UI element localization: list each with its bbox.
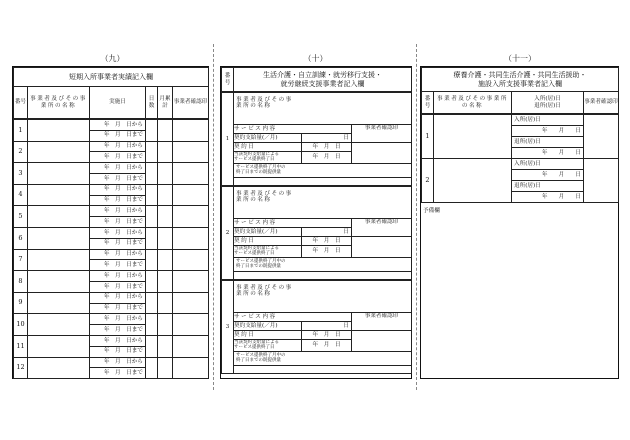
section-11-header-confirm: 事業者確認印	[584, 92, 619, 114]
date-from[interactable]: 年 月 日から	[90, 227, 146, 238]
section-10-panel	[220, 66, 412, 379]
provider-cell[interactable]	[28, 271, 90, 293]
provider-cell[interactable]	[28, 163, 90, 185]
monthly-total-cell[interactable]	[158, 120, 173, 142]
remaining-label: 当該契約支給量による サービス提供終了日	[234, 340, 302, 352]
confirm-label: 事業者確認印	[352, 313, 412, 331]
header-confirm: 事業者確認印	[173, 87, 209, 119]
confirm-cell[interactable]	[173, 141, 209, 163]
service-block	[221, 280, 412, 374]
in-date-label: 入所(居)日	[512, 115, 584, 126]
days-cell[interactable]	[146, 120, 158, 142]
row-number: 1	[422, 115, 434, 159]
spacer	[234, 178, 412, 186]
provider-cell[interactable]	[28, 292, 90, 314]
date-from[interactable]: 年 月 日から	[90, 357, 146, 368]
provider-name-cell[interactable]	[234, 93, 412, 125]
block-number: 1	[222, 93, 234, 186]
section-10-blocks	[221, 92, 411, 374]
date-to[interactable]: 年 月 日まで	[90, 238, 146, 249]
monthly-total-cell[interactable]	[158, 163, 173, 185]
section-11-table	[421, 67, 619, 114]
confirm-cell[interactable]	[173, 206, 209, 228]
row-number: 6	[14, 227, 28, 249]
section-11-rows	[421, 114, 619, 203]
row-number: 4	[14, 184, 28, 206]
end-label: サービス提供終了月中の 終了日までの既提供量	[234, 164, 412, 178]
section-11-header-provider: 事業者及びその事業所の名称	[434, 92, 512, 114]
contract-amount-label: 契約支給量(／月)	[234, 134, 302, 143]
service-block	[221, 92, 412, 186]
days-cell[interactable]	[146, 335, 158, 357]
date-to[interactable]: 年 月 日まで	[90, 173, 146, 184]
section-divider-2	[416, 44, 417, 390]
confirm-cell[interactable]	[173, 163, 209, 185]
row-number: 9	[14, 292, 28, 314]
confirm-stamp-cell[interactable]	[352, 143, 412, 164]
date-from[interactable]: 年 月 日から	[90, 120, 146, 131]
section-10-header-number: 番号	[222, 68, 234, 92]
section-9-panel	[12, 66, 209, 379]
remaining-date-value[interactable]: 年 月 日	[302, 246, 352, 258]
confirm-cell[interactable]	[173, 357, 209, 379]
section-11-number: （十一）	[504, 54, 536, 63]
row-number: 10	[14, 314, 28, 336]
contract-amount-label: 契約支給量(／月)	[234, 322, 302, 331]
days-cell[interactable]	[146, 357, 158, 379]
section-11-title: 療養介護・共同生活介護・共同生活援助・ 施設入所支援事業者記入欄	[422, 68, 619, 92]
confirm-cell[interactable]	[173, 120, 209, 142]
confirm-label: 事業者確認印	[352, 219, 412, 237]
row-number: 1	[14, 120, 28, 142]
row-number: 7	[14, 249, 28, 271]
service-label: サービス内容	[234, 219, 352, 228]
date-from[interactable]: 年 月 日から	[90, 206, 146, 217]
days-cell[interactable]	[146, 271, 158, 293]
service-label: サービス内容	[234, 125, 352, 134]
contract-date-label: 契約日	[234, 143, 302, 152]
days-cell[interactable]	[146, 314, 158, 336]
block-number: 2	[222, 187, 234, 280]
row-number: 12	[14, 357, 28, 379]
confirm-cell[interactable]	[173, 249, 209, 271]
in-date-label: 入所(居)日	[512, 159, 584, 170]
days-cell[interactable]	[146, 163, 158, 185]
in-date-value[interactable]: 年 月 日	[512, 126, 584, 137]
days-cell[interactable]	[146, 292, 158, 314]
date-from[interactable]: 年 月 日から	[90, 163, 146, 174]
date-to[interactable]: 年 月 日まで	[90, 325, 146, 336]
contract-amount-label: 契約支給量(／月)	[234, 228, 302, 237]
contract-date-value[interactable]: 年 月 日	[302, 331, 352, 340]
days-cell[interactable]	[146, 141, 158, 163]
end-label: サービス提供終了月中の 終了日までの既提供量	[234, 258, 412, 272]
monthly-total-cell[interactable]	[158, 335, 173, 357]
days-cell[interactable]	[146, 184, 158, 206]
date-from[interactable]: 年 月 日から	[90, 292, 146, 303]
monthly-total-cell[interactable]	[158, 271, 173, 293]
out-date-label: 退所(居)日	[512, 137, 584, 148]
out-date-value[interactable]: 年 月 日	[512, 192, 584, 203]
spacer	[234, 366, 412, 374]
section-11-header-number: 番号	[422, 92, 434, 114]
confirm-stamp-cell[interactable]	[352, 331, 412, 352]
confirm-cell[interactable]	[173, 271, 209, 293]
date-to[interactable]: 年 月 日まで	[90, 346, 146, 357]
date-from[interactable]: 年 月 日から	[90, 335, 146, 346]
row-number: 11	[14, 335, 28, 357]
block-number: 3	[222, 281, 234, 374]
confirm-label: 事業者確認印	[352, 125, 412, 143]
confirm-cell[interactable]	[173, 184, 209, 206]
monthly-total-cell[interactable]	[158, 141, 173, 163]
contract-date-value[interactable]: 年 月 日	[302, 237, 352, 246]
date-to[interactable]: 年 月 日まで	[90, 281, 146, 292]
confirm-cell[interactable]	[584, 115, 619, 159]
contract-amount-unit: 日	[302, 228, 352, 237]
provider-cell[interactable]	[434, 159, 512, 203]
monthly-total-cell[interactable]	[158, 184, 173, 206]
monthly-total-cell[interactable]	[158, 357, 173, 379]
date-to[interactable]: 年 月 日まで	[90, 368, 146, 379]
section-10-number: （十）	[303, 54, 328, 63]
header-dates: 実施日	[90, 87, 146, 119]
date-to[interactable]: 年 月 日まで	[90, 130, 146, 141]
date-from[interactable]: 年 月 日から	[90, 184, 146, 195]
provider-cell[interactable]	[28, 249, 90, 271]
section-11-panel	[420, 66, 619, 379]
section-divider-1	[213, 44, 214, 390]
provider-cell[interactable]	[28, 335, 90, 357]
header-monthly-total: 月累計	[158, 87, 173, 119]
provider-cell[interactable]	[28, 120, 90, 142]
date-from[interactable]: 年 月 日から	[90, 314, 146, 325]
in-date-value[interactable]: 年 月 日	[512, 170, 584, 181]
confirm-cell[interactable]	[584, 159, 619, 203]
header-provider: 事業者及びその事業所の名称	[28, 87, 90, 119]
provider-cell[interactable]	[28, 357, 90, 379]
monthly-total-cell[interactable]	[158, 227, 173, 249]
provider-name-cell[interactable]	[234, 187, 412, 219]
end-label: サービス提供終了月中の 終了日までの既提供量	[234, 352, 412, 366]
section-9-number: （九）	[100, 54, 125, 63]
provider-cell[interactable]	[28, 206, 90, 228]
out-date-value[interactable]: 年 月 日	[512, 148, 584, 159]
confirm-stamp-cell[interactable]	[352, 237, 412, 258]
monthly-total-cell[interactable]	[158, 206, 173, 228]
contract-date-label: 契約日	[234, 237, 302, 246]
monthly-total-cell[interactable]	[158, 249, 173, 271]
remaining-label: 当該契約支給量による サービス提供終了日	[234, 246, 302, 258]
row-number: 2	[422, 159, 434, 203]
confirm-cell[interactable]	[173, 227, 209, 249]
service-block	[221, 186, 412, 280]
service-label: サービス内容	[234, 313, 352, 322]
provider-cell[interactable]	[28, 141, 90, 163]
section-9-rows	[13, 119, 209, 379]
contract-date-value[interactable]: 年 月 日	[302, 143, 352, 152]
spacer	[234, 272, 412, 280]
section-10-header	[221, 67, 412, 92]
date-from[interactable]: 年 月 日から	[90, 249, 146, 260]
section-9-title: 短期入所事業者実績記入欄	[14, 68, 209, 87]
section-11-header-dates: 入所(居)日 退所(居)日	[512, 92, 584, 114]
provider-label: 事業者及びその事業所の名称	[236, 285, 293, 298]
remarks-label: 予備欄	[423, 208, 440, 214]
date-to[interactable]: 年 月 日まで	[90, 195, 146, 206]
remaining-date-value[interactable]: 年 月 日	[302, 340, 352, 352]
date-to[interactable]: 年 月 日まで	[90, 152, 146, 163]
row-number: 5	[14, 206, 28, 228]
contract-date-label: 契約日	[234, 331, 302, 340]
row-number: 3	[14, 163, 28, 185]
provider-cell[interactable]	[434, 115, 512, 159]
remaining-label: 当該契約支給量による サービス提供終了日	[234, 152, 302, 164]
provider-name-cell[interactable]	[234, 281, 412, 313]
date-from[interactable]: 年 月 日から	[90, 141, 146, 152]
contract-amount-unit: 日	[302, 134, 352, 143]
monthly-total-cell[interactable]	[158, 292, 173, 314]
section-9-table	[13, 67, 209, 119]
header-days: 日数	[146, 87, 158, 119]
provider-label: 事業者及びその事業所の名称	[236, 97, 293, 110]
row-number: 8	[14, 271, 28, 293]
date-to[interactable]: 年 月 日まで	[90, 217, 146, 228]
confirm-cell[interactable]	[173, 292, 209, 314]
confirm-cell[interactable]	[173, 335, 209, 357]
provider-cell[interactable]	[28, 314, 90, 336]
days-cell[interactable]	[146, 249, 158, 271]
out-date-label: 退所(居)日	[512, 181, 584, 192]
provider-label: 事業者及びその事業所の名称	[236, 191, 293, 204]
row-number: 2	[14, 141, 28, 163]
date-to[interactable]: 年 月 日まで	[90, 303, 146, 314]
monthly-total-cell[interactable]	[158, 314, 173, 336]
header-number: 番号	[14, 87, 28, 119]
remaining-date-value[interactable]: 年 月 日	[302, 152, 352, 164]
date-to[interactable]: 年 月 日まで	[90, 260, 146, 271]
days-cell[interactable]	[146, 227, 158, 249]
provider-cell[interactable]	[28, 227, 90, 249]
provider-cell[interactable]	[28, 184, 90, 206]
section-10-title: 生活介護・自立訓練・就労移行支援・ 就労継続支援事業者記入欄	[234, 68, 412, 92]
date-from[interactable]: 年 月 日から	[90, 271, 146, 282]
confirm-cell[interactable]	[173, 314, 209, 336]
contract-amount-unit: 日	[302, 322, 352, 331]
days-cell[interactable]	[146, 206, 158, 228]
